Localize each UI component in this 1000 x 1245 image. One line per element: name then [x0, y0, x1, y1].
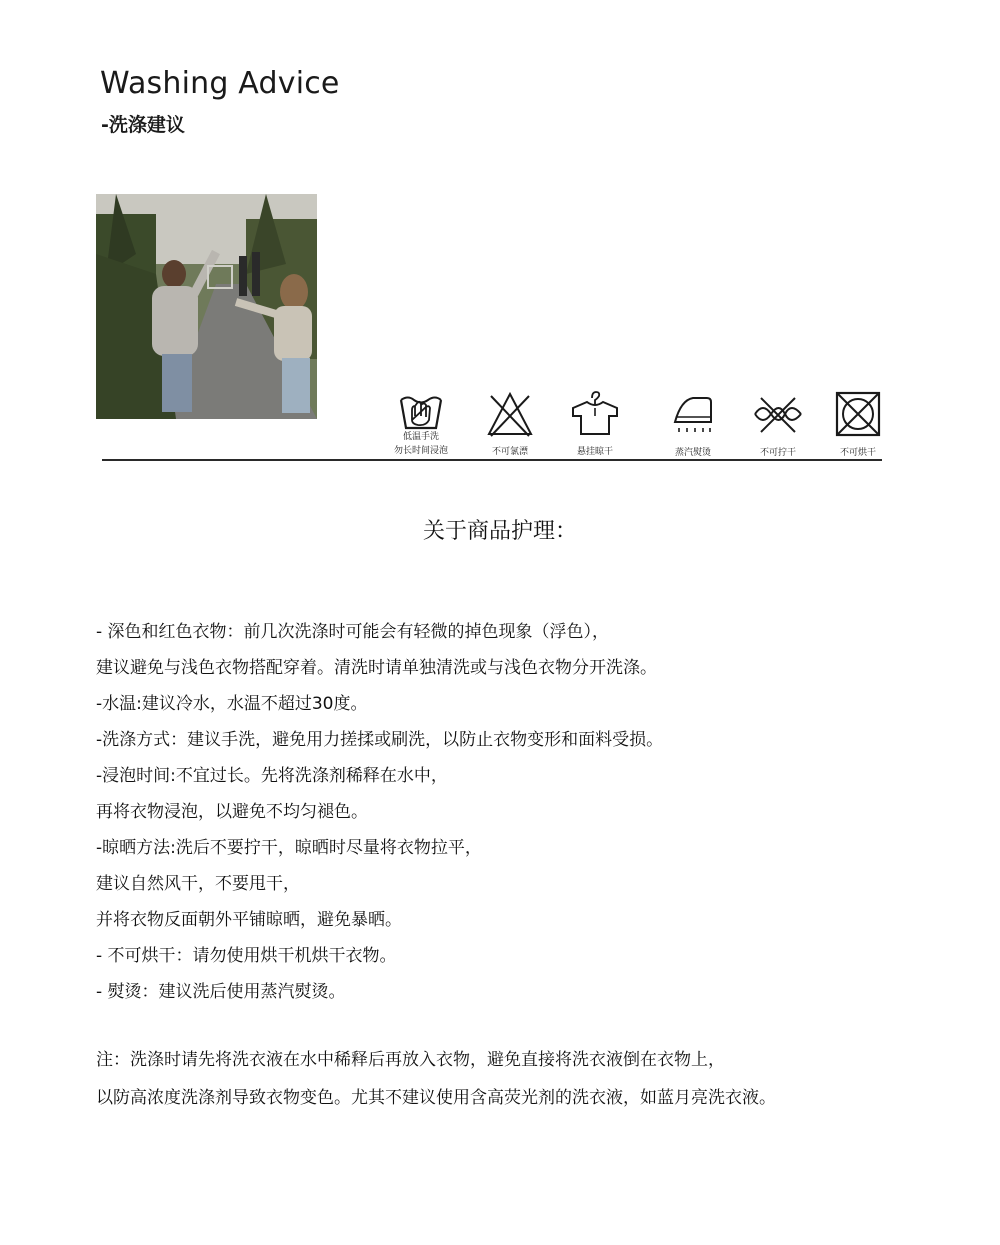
steam-iron-icon: [669, 390, 717, 438]
instruction-line: - 熨烫：建议洗后使用蒸汽熨烫。: [96, 982, 346, 1002]
lifestyle-photo: [96, 194, 317, 419]
care-item-no-wring: [733, 390, 823, 460]
care-item-hang-dry: [550, 390, 640, 460]
note-line: 以防高浓度洗涤剂导致衣物变色。尤其不建议使用含高荧光剂的洗衣液，如蓝月亮洗衣液。: [96, 1088, 776, 1108]
instruction-line: -洗涤方式：建议手洗，避免用力搓揉或刷洗，以防止衣物变形和面料受损。: [96, 730, 664, 750]
instruction-line: 并将衣物反面朝外平铺晾晒，避免暴晒。: [96, 910, 402, 930]
hang-dry-icon: [569, 390, 621, 438]
page-title: Washing Advice: [100, 66, 340, 101]
care-label: 不可氯漂: [491, 447, 528, 457]
care-label: 低温手洗: [402, 432, 439, 442]
care-item-steam-iron: [648, 390, 738, 460]
care-note: [96, 1046, 936, 1122]
instruction-line: - 不可烘干：请勿使用烘干机烘干衣物。: [96, 946, 397, 966]
no-wring-icon: [751, 390, 805, 438]
instruction-line: -浸泡时间:不宜过长。先将洗涤剂稀释在水中，: [96, 766, 448, 786]
note-line: 注：洗涤时请先将洗衣液在水中稀释后再放入衣物，避免直接将洗衣液倒在衣物上，: [96, 1050, 725, 1070]
no-bleach-icon: [485, 390, 535, 438]
care-item-no-bleach: [465, 390, 555, 460]
care-label: 蒸汽熨烫: [674, 448, 711, 458]
care-item-hand-wash: [376, 390, 466, 460]
instruction-line: 再将衣物浸泡，以避免不均匀褪色。: [96, 802, 368, 822]
care-label: 不可拧干: [759, 448, 796, 458]
page-subtitle: -洗涤建议: [101, 114, 185, 136]
divider: [102, 459, 882, 461]
instruction-line: 建议避免与浅色衣物搭配穿着。清洗时请单独清洗或与浅色衣物分开洗涤。: [96, 658, 657, 678]
care-heading: 关于商品护理：: [422, 519, 577, 544]
instruction-line: 建议自然风干，不要甩干，: [96, 874, 300, 894]
instruction-line: - 深色和红色衣物：前几次洗涤时可能会有轻微的掉色现象（浮色），: [96, 622, 610, 642]
no-tumble-dry-icon: [834, 390, 882, 438]
care-instructions: [96, 618, 936, 1014]
instruction-line: -晾晒方法:洗后不要拧干，晾晒时尽量将衣物拉平，: [96, 838, 482, 858]
care-label: 不可烘干: [839, 448, 876, 458]
instruction-line: -水温:建议冷水，水温不超过30度。: [96, 694, 368, 714]
care-label-secondary: 勿长时间浸泡: [393, 446, 448, 456]
care-item-no-tumble-dry: [813, 390, 903, 460]
hand-wash-icon: [398, 390, 444, 432]
care-label: 悬挂晾干: [576, 447, 613, 457]
